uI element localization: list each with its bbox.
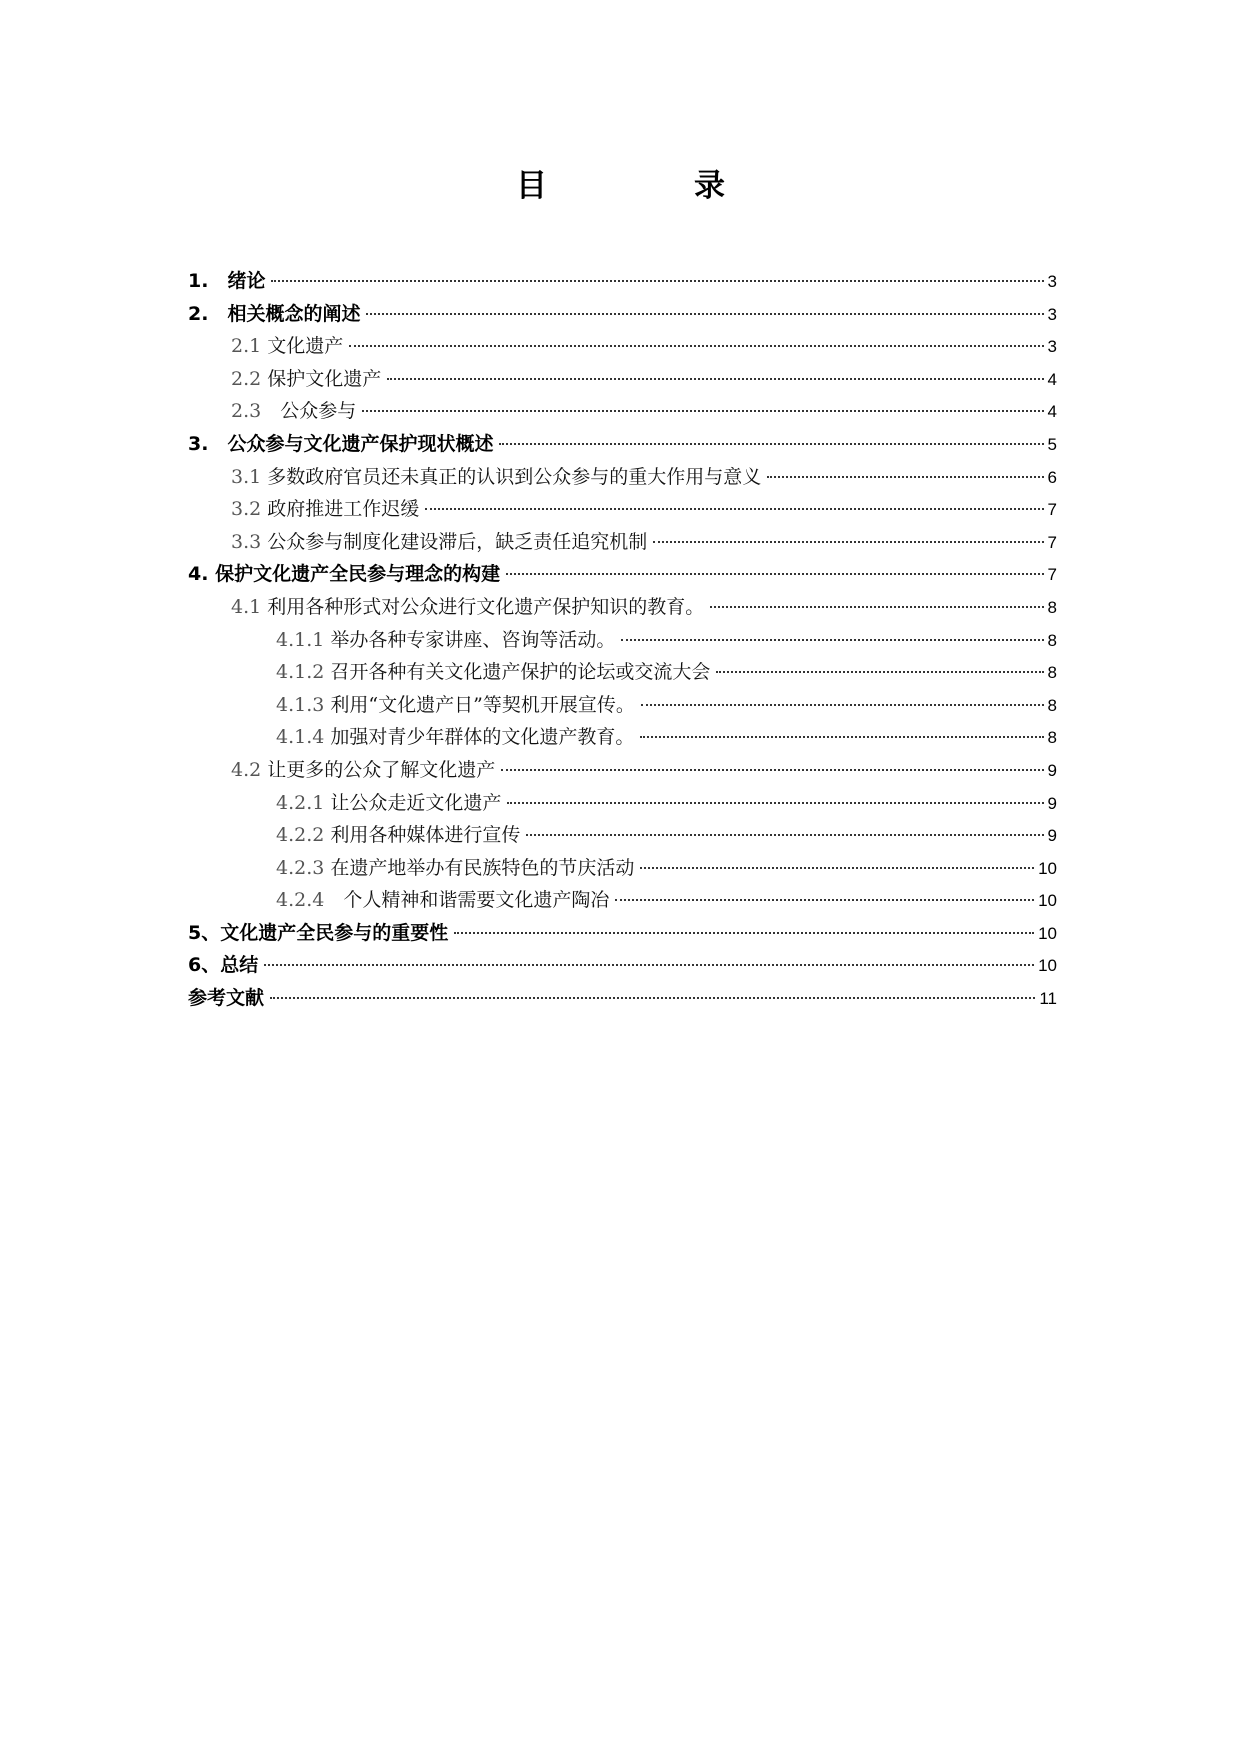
toc-entry-number: 2.2 [231,367,268,390]
toc-entry-label: 政府推进工作迟缓 [267,498,420,521]
toc-entry[interactable] [188,722,1057,755]
toc-entry-number: 4.2.2 [276,824,331,847]
toc-entry-label: 绪论 [227,270,266,292]
toc-entry-number: 3.2 [231,498,268,521]
toc-entry-number: 4. [188,563,216,586]
toc-entry[interactable] [188,950,1057,983]
toc-entry-number: 3.3 [231,530,268,553]
toc-entry-number: 4.2.3 [276,856,331,879]
toc-entry-label: 让公众走近文化遗产 [330,791,502,814]
toc-page-number: 3 [1047,304,1057,324]
dot-leader [526,834,1043,836]
toc-page-number: 8 [1047,630,1057,650]
toc-entry-number: 4.1.1 [276,628,331,651]
toc-entry-label: 召开各种有关文化遗产保护的论坛或交流大会 [330,661,711,684]
toc-page-number: 3 [1047,272,1057,291]
toc-page-number: 4 [1047,402,1057,422]
toc-entry-label: 让更多的公众了解文化遗产 [267,758,496,781]
toc-entry-label: 公众参与制度化建设滞后，缺乏责任追究机制 [267,530,648,553]
toc-entry-number: 6、 [188,954,221,977]
toc-entry-label: 利用“文化遗产日”等契机开展宣传。 [330,693,635,716]
dot-leader [641,704,1044,706]
page-title: 目 录 [516,168,783,204]
toc-entry-number: 4.2.4 [276,889,344,912]
toc-entry[interactable] [188,462,1057,495]
toc-entry[interactable] [188,364,1057,397]
toc-entry-title [276,657,714,684]
dot-leader [615,899,1034,901]
dot-leader [387,378,1043,380]
toc-page-number: 3 [1047,337,1057,357]
toc-entry-title [276,885,613,912]
toc-entry[interactable] [188,331,1057,364]
toc-entry[interactable] [188,983,1057,1016]
toc-entry-title [231,592,708,619]
toc-entry-label: 文化遗产全民参与的重要性 [220,921,449,944]
toc-entry[interactable] [188,592,1057,625]
toc-entry[interactable] [188,299,1057,332]
dot-leader [506,573,1043,575]
toc-entry-number: 2.1 [231,335,268,358]
toc-entry[interactable] [188,494,1057,527]
toc-entry-label: 多数政府官员还未真正的认识到公众参与的重大作用与意义 [267,465,762,488]
dot-leader [349,345,1043,347]
toc-page-number: 8 [1047,728,1057,748]
toc-entry-label: 利用各种形式对公众进行文化遗产保护知识的教育。 [267,595,705,618]
toc-page-number: 10 [1038,923,1057,943]
toc-page-number: 8 [1047,597,1057,617]
dot-leader [264,964,1034,966]
toc-entry-title [276,788,505,815]
toc-page-number: 5 [1047,434,1057,454]
toc-page-number: 10 [1038,891,1057,911]
toc-entry-label: 保护文化遗产全民参与理念的构建 [215,563,501,586]
toc-entry[interactable] [188,396,1057,429]
toc-entry-label: 总结 [220,954,259,977]
toc-entry-label: 个人精神和谐需要文化遗产陶冶 [343,889,610,912]
dot-leader [710,606,1043,608]
toc-entry-number: 2. [188,302,228,325]
toc-entry-label: 保护文化遗产 [267,367,382,390]
toc-entry[interactable] [188,755,1057,788]
toc-page-number: 9 [1047,760,1057,780]
toc-page-number: 10 [1038,858,1057,878]
toc-entry-title [188,299,364,326]
toc-entry-title [231,331,347,358]
toc-page-number: 7 [1047,500,1057,520]
toc-entry-title [231,364,385,391]
toc-entry-label: 加强对青少年群体的文化遗产教育。 [330,726,635,749]
toc-entry-title [188,950,262,977]
toc-entry-title [276,690,639,717]
toc-page-number: 4 [1047,369,1057,389]
toc-entry-label: 公众参与文化遗产保护现状概述 [227,432,494,455]
dot-leader [270,997,1035,999]
dot-leader [653,541,1043,543]
dot-leader [716,671,1043,673]
toc-page-number: 6 [1047,467,1057,487]
toc-page-number: 8 [1047,663,1057,683]
toc-entry-number: 5、 [188,921,221,944]
toc-entry-label: 公众参与 [280,400,357,423]
toc-entry-title [231,494,423,521]
toc-entry-title [231,527,651,554]
toc-entry-number: 4.1.4 [276,726,331,749]
toc-entry[interactable] [188,559,1057,592]
toc-page-number: 7 [1047,565,1057,585]
toc-entry[interactable] [188,918,1057,951]
toc-entry[interactable] [188,853,1057,886]
toc-entry[interactable] [188,625,1057,658]
toc-entry[interactable] [188,266,1057,299]
toc-page-number: 11 [1039,989,1057,1009]
toc-entry-number: 4.2 [231,758,268,781]
toc-entry-number: 3.1 [231,465,268,488]
toc-entry-number: 4.1.2 [276,661,331,684]
toc-entry[interactable] [188,657,1057,690]
toc-entry-title [188,918,452,945]
dot-leader [501,769,1043,771]
dot-leader [366,313,1043,315]
toc-entry-number: 2.3 [231,400,281,423]
dot-leader [271,280,1043,282]
dot-leader [507,802,1043,804]
toc-entry-label: 利用各种媒体进行宣传 [330,824,521,847]
toc-entry[interactable] [188,820,1057,853]
toc-entry-title [188,266,269,293]
toc-entry-title [276,722,638,749]
toc-entry-number: 4.2.1 [276,791,331,814]
toc-entry[interactable] [188,788,1057,821]
dot-leader [425,508,1043,510]
toc-entry[interactable] [188,885,1057,918]
toc-entry-label: 举办各种专家讲座、咨询等活动。 [330,628,616,651]
toc-entry-title [231,755,499,782]
toc-entry-number: 4.1.3 [276,693,331,716]
dot-leader [621,639,1043,641]
toc-entry-label: 文化遗产 [267,335,344,358]
toc-entry-title [276,625,619,652]
toc-page-number: 10 [1038,956,1057,976]
toc-entry[interactable] [188,527,1057,560]
toc-entry-number: 1. [188,270,228,292]
toc-page-number: 7 [1047,532,1057,552]
toc-page-number: 9 [1047,826,1057,846]
table-of-contents [188,266,1057,1016]
toc-entry-title [231,396,360,423]
dot-leader [640,867,1034,869]
toc-entry[interactable] [188,690,1057,723]
toc-entry-title [188,559,504,586]
dot-leader [454,932,1034,934]
toc-entry-label: 相关概念的阐述 [227,302,361,325]
dot-leader [640,736,1043,738]
toc-entry[interactable] [188,429,1057,462]
toc-entry-label: 参考文献 [188,987,265,1010]
toc-entry-label: 在遗产地举办有民族特色的节庆活动 [330,856,635,879]
toc-entry-title [188,983,268,1010]
toc-entry-title [276,853,638,880]
toc-entry-number: 4.1 [231,595,268,618]
dot-leader [499,443,1043,445]
toc-page-number: 9 [1047,793,1057,813]
toc-entry-title [231,462,765,489]
toc-entry-title [188,429,497,456]
toc-entry-number: 3. [188,432,228,455]
toc-page-number: 8 [1047,695,1057,715]
dot-leader [767,476,1043,478]
toc-entry-title [276,820,524,847]
dot-leader [362,410,1043,412]
